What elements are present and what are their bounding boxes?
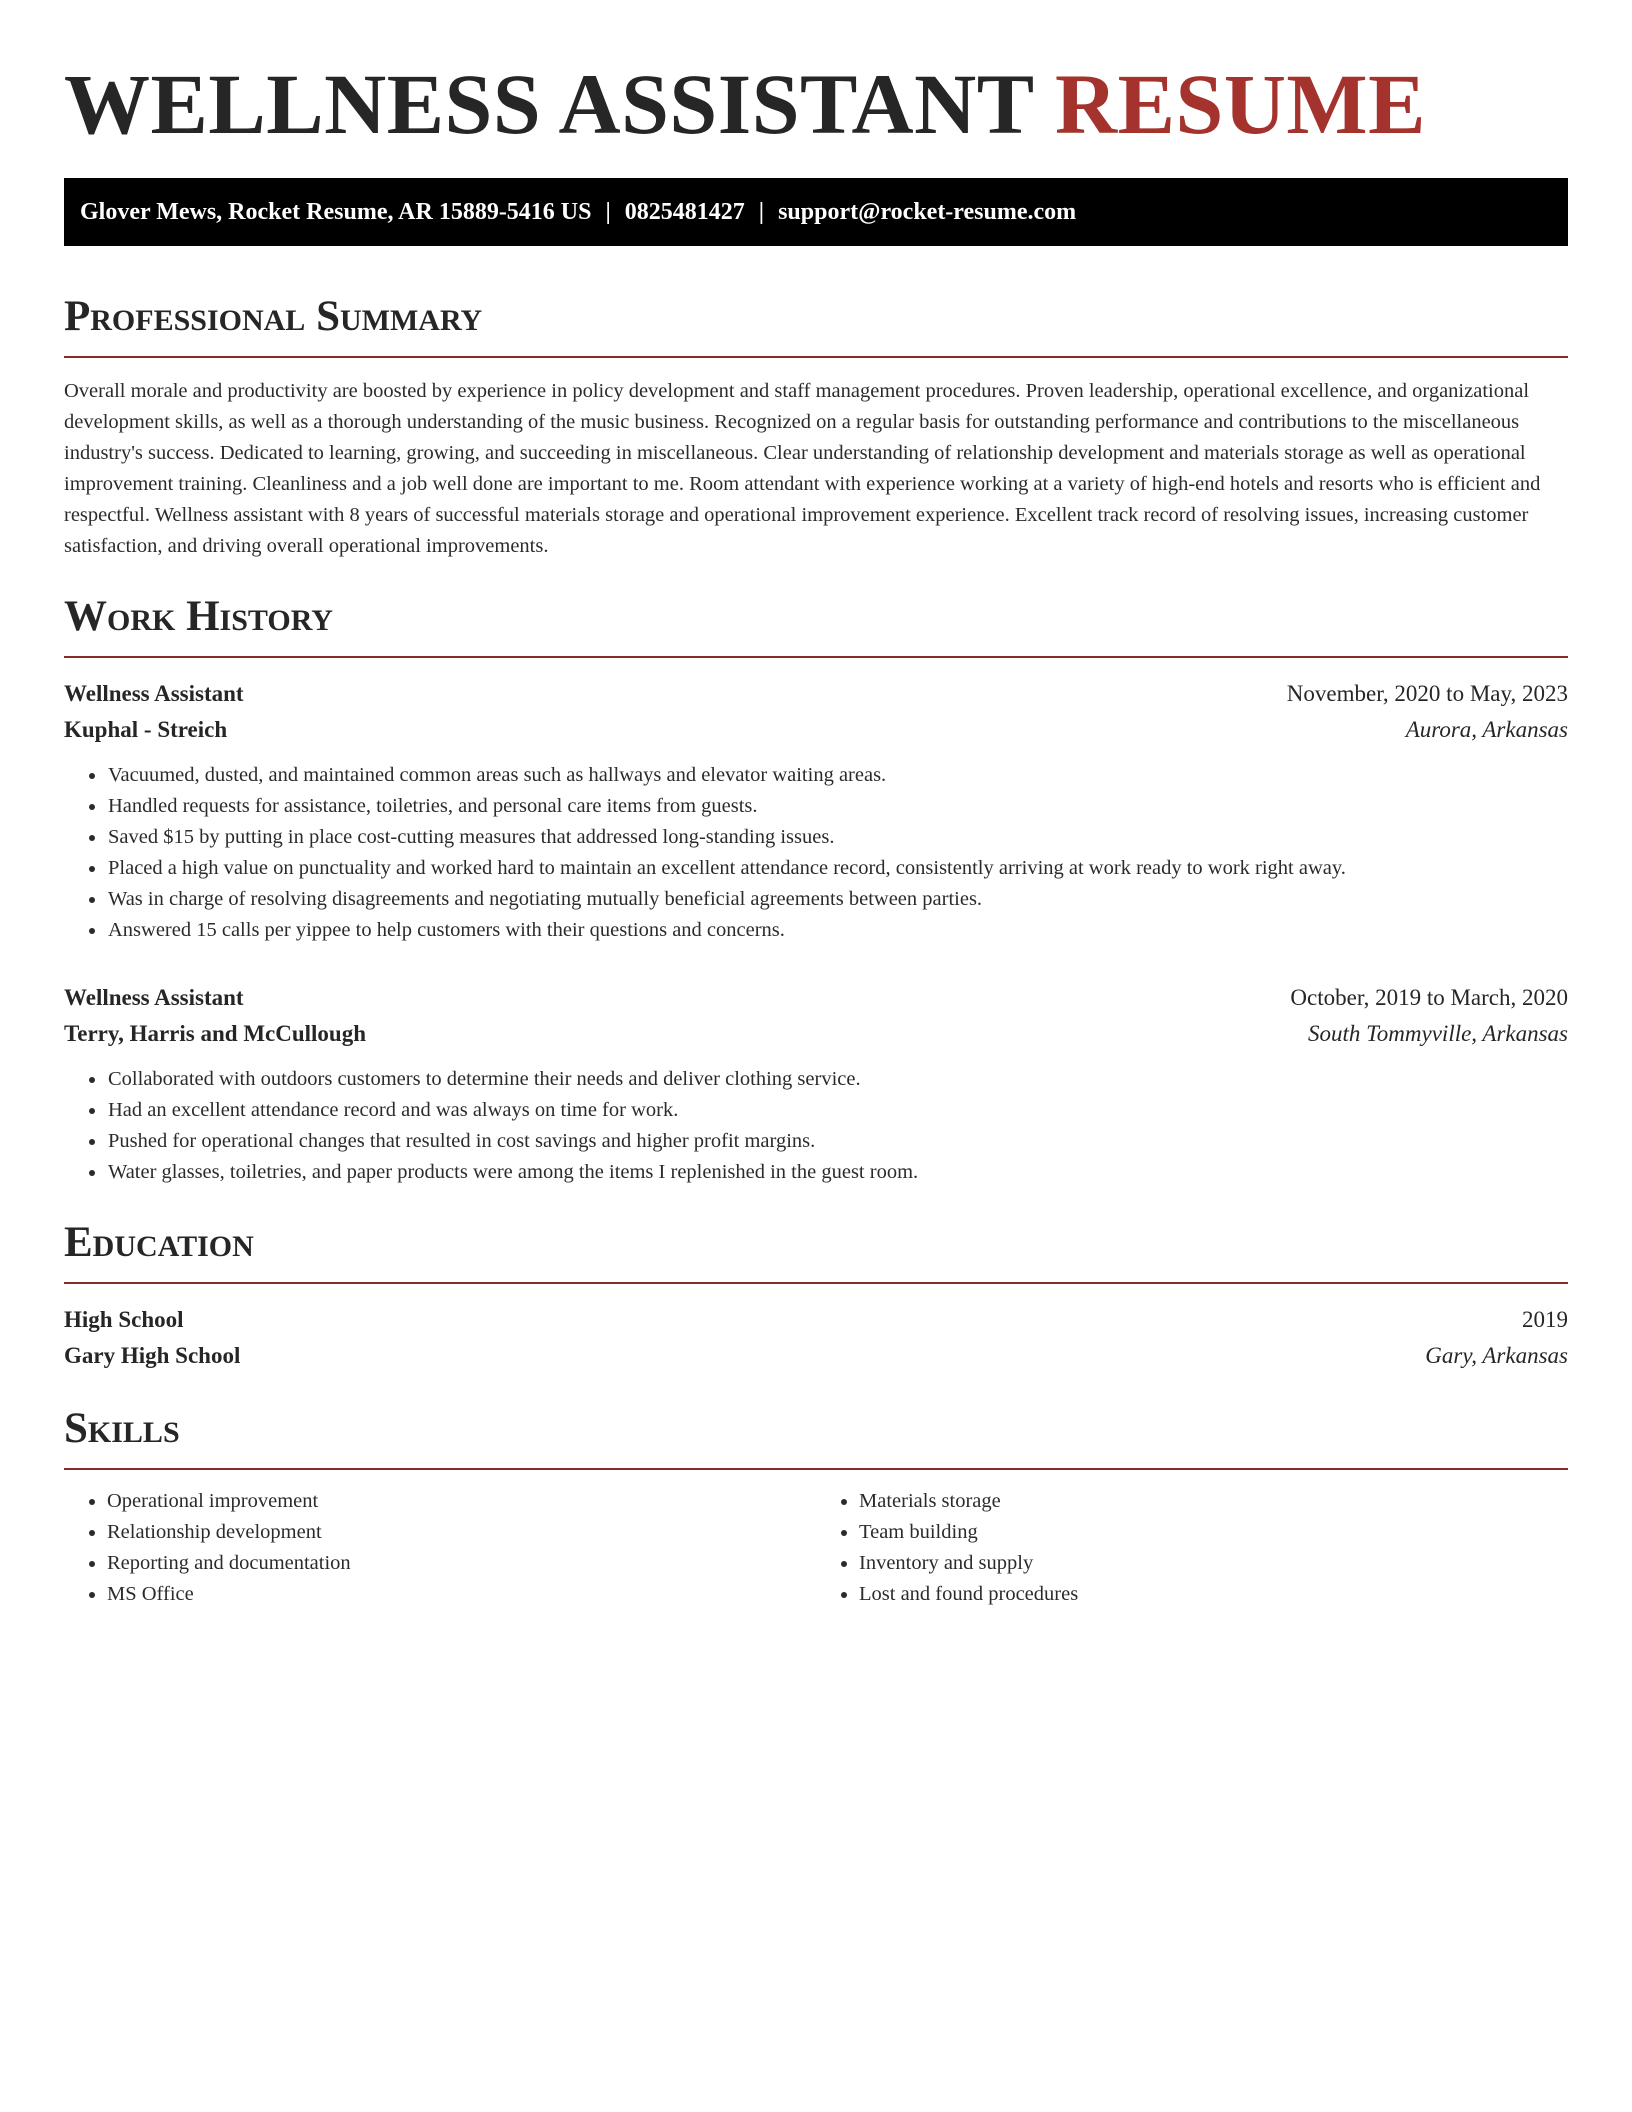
education-location: Gary, Arkansas (1425, 1343, 1568, 1368)
skill-item: • MS Office (107, 1579, 816, 1610)
work-history-section (64, 592, 1568, 1188)
job-location: South Tommyville, Arkansas (1307, 1021, 1568, 1046)
education-degree: High School (64, 1307, 184, 1332)
job-bullet: • Saved $15 by putting in place cost-cutting measures that addressed long-standing issues. (107, 822, 1568, 853)
summary-heading: Professional Summary (64, 292, 1568, 358)
skills-list-left (64, 1486, 816, 1610)
skill-item: • Lost and found procedures (859, 1579, 1568, 1610)
title-accent: RESUME (1055, 56, 1426, 152)
skills-heading: Skills (64, 1404, 1568, 1470)
job-header-row (64, 980, 1568, 1016)
job-location: Aurora, Arkansas (1405, 717, 1568, 742)
job-company-row (64, 712, 1568, 748)
title-main: WELLNESS ASSISTANT (64, 56, 1034, 152)
job-bullet: • Collaborated with outdoors customers to determine their needs and deliver clothing service. (107, 1064, 1568, 1095)
job-bullet: • Vacuumed, dusted, and maintained common areas such as hallways and elevator waiting areas. (107, 760, 1568, 791)
job-entry (64, 980, 1568, 1188)
education-school: Gary High School (64, 1343, 241, 1368)
job-dates: November, 2020 to May, 2023 (1286, 681, 1568, 706)
skill-item: • Materials storage (859, 1486, 1568, 1517)
job-dates: October, 2019 to March, 2020 (1290, 985, 1568, 1010)
contact-address: Glover Mews, Rocket Resume, AR 15889-5416 US (80, 198, 592, 225)
job-bullet: • Handled requests for assistance, toiletries, and personal care items from guests. (107, 791, 1568, 822)
work-history-heading: Work History (64, 592, 1568, 658)
job-bullet: • Placed a high value on punctuality and worked hard to maintain an excellent attendance record, consistently arriving at work ready to work right away. (107, 853, 1568, 884)
education-year: 2019 (1522, 1307, 1568, 1332)
job-bullets (64, 1064, 1568, 1188)
job-role: Wellness Assistant (64, 985, 244, 1010)
contact-separator: | (605, 198, 611, 225)
job-bullet: • Pushed for operational changes that resulted in cost savings and higher profit margins. (107, 1126, 1568, 1157)
summary-section (64, 292, 1568, 562)
job-bullets (64, 760, 1568, 946)
job-bullet: • Was in charge of resolving disagreements and negotiating mutually beneficial agreements between parties. (107, 884, 1568, 915)
job-header-row (64, 676, 1568, 712)
education-section (64, 1218, 1568, 1374)
skill-item: • Team building (859, 1517, 1568, 1548)
skill-item: • Inventory and supply (859, 1548, 1568, 1579)
skill-item: • Reporting and documentation (107, 1548, 816, 1579)
job-bullet: • Answered 15 calls per yippee to help customers with their questions and concerns. (107, 915, 1568, 946)
job-company-row (64, 1016, 1568, 1052)
skills-section (64, 1404, 1568, 1610)
contact-phone: 0825481427 (624, 198, 745, 225)
job-bullet: • Water glasses, toiletries, and paper products were among the items I replenished in the guest room. (107, 1157, 1568, 1188)
skill-item: • Relationship development (107, 1517, 816, 1548)
education-entry (64, 1302, 1568, 1374)
job-company: Kuphal - Streich (64, 717, 228, 742)
job-role: Wellness Assistant (64, 681, 244, 706)
education-heading: Education (64, 1218, 1568, 1284)
resume-title (64, 0, 1568, 150)
skills-columns (64, 1486, 1568, 1610)
job-bullet: • Had an excellent attendance record and was always on time for work. (107, 1095, 1568, 1126)
skills-list-right (816, 1486, 1568, 1610)
job-company: Terry, Harris and McCullough (64, 1021, 366, 1046)
job-entry (64, 676, 1568, 946)
skill-item: • Operational improvement (107, 1486, 816, 1517)
education-school-row (64, 1338, 1568, 1374)
summary-text: Overall morale and productivity are boosted by experience in policy development and staff management procedures. Proven leadership, operational excellence, and organizational development skills, as well as a thorough understanding of the music business. Recognized on a regular basis for outstanding performance and contributions to the miscellaneous industry's success. Dedicated to learning, growing, and succeeding in miscellaneous. Clear understanding of relationship development and materials storage as well as operational improvement training. Cleanliness and a job well done are important to me. Room attendant with experience working at a variety of high-end hotels and resorts who is efficient and respectful. Wellness assistant with 8 years of successful materials storage and operational improvement experience. Excellent track record of resolving issues, increasing customer satisfaction, and driving overall operational improvements. (64, 380, 1541, 557)
contact-separator: | (758, 198, 765, 225)
education-degree-row (64, 1302, 1568, 1338)
contact-bar (64, 178, 1568, 246)
contact-email: support@rocket-resume.com (778, 198, 1077, 225)
